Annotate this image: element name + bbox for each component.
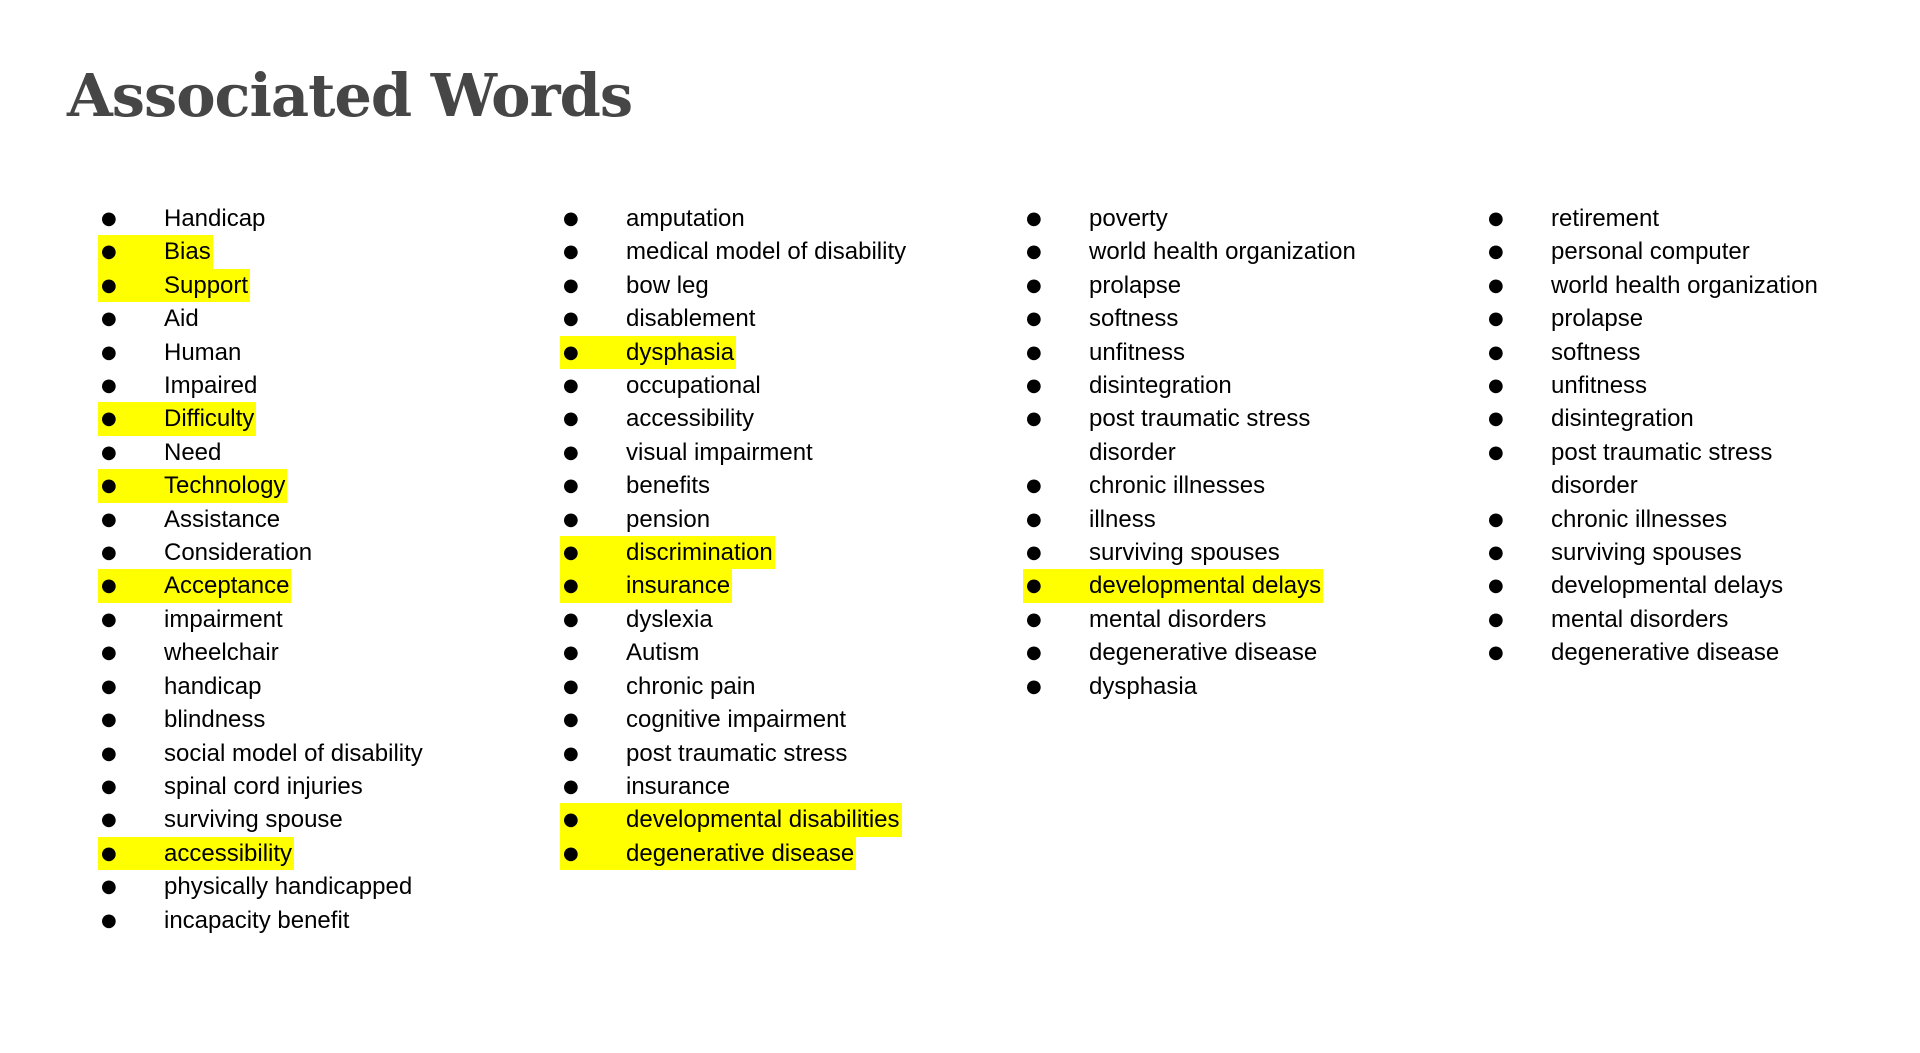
- list-item: [563, 436, 1013, 469]
- list-item-text: dysphasia: [1089, 672, 1198, 700]
- bullet-icon: ●: [101, 575, 117, 597]
- list-item: [101, 737, 551, 770]
- list-item: [1488, 503, 1920, 536]
- list-item-text: Handicap: [164, 205, 266, 232]
- bullet-icon: ●: [1488, 241, 1504, 263]
- list-item: [1488, 202, 1920, 235]
- list-item-text: pension: [626, 505, 711, 533]
- bullet-icon: ●: [1026, 542, 1042, 564]
- bullet-icon: ●: [563, 775, 579, 797]
- list-item: [563, 636, 1013, 669]
- list-item: [563, 235, 1013, 268]
- bullet-icon: ●: [563, 842, 579, 864]
- list-item-text: Aid: [164, 305, 199, 333]
- bullet-icon: ●: [101, 408, 117, 430]
- bullet-icon: ●: [563, 408, 579, 430]
- bullet-icon: ●: [1026, 208, 1042, 229]
- list-item: [1488, 369, 1920, 402]
- highlighted-list-item: [1023, 569, 1323, 602]
- bullet-icon: ●: [1488, 642, 1504, 664]
- list-item-text: Difficulty: [164, 405, 255, 433]
- list-item: [101, 503, 551, 536]
- bullet-icon: ●: [1488, 274, 1504, 296]
- list-item-text: illness: [1089, 505, 1156, 533]
- list-item-text: mental disorders: [1089, 605, 1267, 633]
- list-item-text: softness: [1551, 338, 1641, 366]
- bullet-icon: ●: [1026, 508, 1042, 530]
- list-item: [1488, 302, 1920, 335]
- list-item-text: benefits: [626, 472, 711, 500]
- list-item-text: amputation: [626, 205, 745, 232]
- list-item-text: Impaired: [164, 372, 258, 400]
- list-item-text: chronic illnesses: [1089, 472, 1266, 500]
- bullet-icon: ●: [101, 341, 117, 363]
- list-item: [1488, 336, 1920, 369]
- list-item: [563, 770, 1013, 803]
- bullet-icon: ●: [101, 308, 117, 330]
- list-item-text: visual impairment: [626, 438, 813, 466]
- list-item-text: discrimination: [626, 539, 773, 567]
- list-item: [101, 202, 551, 235]
- highlighted-list-item: [98, 837, 294, 870]
- list-item: [101, 369, 551, 402]
- bullet-icon: ●: [101, 709, 117, 731]
- list-item-text: spinal cord injuries: [164, 772, 363, 800]
- list-item-text: prolapse: [1551, 305, 1644, 333]
- bullet-icon: ●: [1488, 542, 1504, 564]
- highlighted-list-item: [560, 336, 736, 369]
- bullet-icon: ●: [563, 341, 579, 363]
- bullet-icon: ●: [563, 508, 579, 530]
- bullet-icon: ●: [1026, 608, 1042, 630]
- list-item: [563, 703, 1013, 736]
- list-item-text: unfitness: [1089, 338, 1186, 366]
- bullet-icon: ●: [101, 441, 117, 463]
- list-item: [1488, 603, 1920, 636]
- bullet-icon: ●: [101, 608, 117, 630]
- list-item-text: accessibility: [626, 405, 755, 433]
- bullet-icon: ●: [1026, 475, 1042, 497]
- bullet-icon: ●: [563, 441, 579, 463]
- list-item: [563, 670, 1013, 703]
- list-item-text: Technology: [164, 472, 286, 500]
- list-item: [1488, 569, 1920, 602]
- list-item: [1026, 269, 1476, 302]
- bullet-icon: ●: [563, 208, 579, 229]
- bullet-icon: ●: [1488, 308, 1504, 330]
- bullet-icon: ●: [101, 274, 117, 296]
- list-item-text: developmental delays: [1089, 572, 1322, 600]
- list-item-text: poverty: [1089, 205, 1168, 232]
- bullet-icon: ●: [101, 375, 117, 397]
- bullet-icon: ●: [101, 542, 117, 564]
- list-item-text: blindness: [164, 706, 266, 734]
- list-item-text: accessibility: [164, 839, 293, 867]
- bullet-icon: ●: [101, 241, 117, 263]
- list-item-text: Autism: [626, 639, 700, 667]
- list-item: [1026, 402, 1476, 469]
- list-item-text: surviving spouse: [164, 806, 343, 834]
- highlighted-list-item: [560, 569, 732, 602]
- bullet-icon: ●: [101, 809, 117, 831]
- list-item: [101, 904, 551, 937]
- highlighted-list-item: [98, 402, 256, 435]
- list-item-text: developmental disabilities: [626, 806, 900, 834]
- list-item: [563, 503, 1013, 536]
- bullet-icon: ●: [1026, 241, 1042, 263]
- bullet-icon: ●: [101, 909, 117, 931]
- bullet-icon: ●: [563, 675, 579, 697]
- bullet-icon: ●: [101, 842, 117, 864]
- bullet-icon: ●: [1026, 575, 1042, 597]
- bullet-icon: ●: [101, 675, 117, 697]
- bullet-icon: ●: [1488, 408, 1504, 430]
- list-item: [101, 603, 551, 636]
- list-item-text: handicap: [164, 672, 262, 700]
- bullet-icon: ●: [101, 508, 117, 530]
- list-item-text: Bias: [164, 238, 211, 266]
- list-item: [1026, 536, 1476, 569]
- bullet-icon: ●: [101, 475, 117, 497]
- list-item-text: prolapse: [1089, 271, 1182, 299]
- list-item: [1488, 536, 1920, 569]
- list-item-text: dysphasia: [626, 338, 735, 366]
- list-item-text: bow leg: [626, 271, 709, 299]
- word-list-column-2: [563, 202, 1013, 870]
- bullet-icon: ●: [1026, 642, 1042, 664]
- bullet-icon: ●: [101, 208, 117, 229]
- list-item: [1488, 636, 1920, 669]
- bullet-icon: ●: [101, 642, 117, 664]
- list-item-text: occupational: [626, 372, 761, 400]
- list-item-text: post traumatic stress: [626, 739, 848, 767]
- list-item-text: disablement: [626, 305, 756, 333]
- bullet-icon: ●: [101, 775, 117, 797]
- list-item: [1488, 436, 1920, 503]
- list-item-text: surviving spouses: [1089, 539, 1280, 567]
- bullet-icon: ●: [1488, 375, 1504, 397]
- list-item: [101, 302, 551, 335]
- list-item-text: world health organization: [1089, 238, 1356, 266]
- list-item: [101, 770, 551, 803]
- list-item-text: retirement: [1551, 205, 1660, 232]
- bullet-icon: ●: [101, 742, 117, 764]
- list-item-text: insurance: [626, 772, 731, 800]
- list-item-text: Need: [164, 438, 222, 466]
- bullet-icon: ●: [1026, 308, 1042, 330]
- list-item: [563, 402, 1013, 435]
- list-item-text: cognitive impairment: [626, 706, 847, 734]
- list-item-text: incapacity benefit: [164, 906, 350, 934]
- list-item-text: dyslexia: [626, 605, 713, 633]
- list-item-text: degenerative disease: [626, 839, 855, 867]
- list-item-text: unfitness: [1551, 372, 1648, 400]
- list-item: [101, 636, 551, 669]
- bullet-icon: ●: [1026, 375, 1042, 397]
- list-item-text: physically handicapped: [164, 873, 413, 901]
- highlighted-list-item: [98, 269, 250, 302]
- bullet-icon: ●: [563, 375, 579, 397]
- list-item: [101, 703, 551, 736]
- list-item: [1488, 402, 1920, 435]
- list-item: [1488, 269, 1920, 302]
- list-item: [101, 436, 551, 469]
- highlighted-list-item: [560, 837, 856, 870]
- list-item: [1026, 369, 1476, 402]
- list-item-text: softness: [1089, 305, 1179, 333]
- list-item-text: Human: [164, 338, 242, 366]
- list-item-text: surviving spouses: [1551, 539, 1742, 567]
- bullet-icon: ●: [1026, 274, 1042, 296]
- list-item-text: disintegration: [1089, 372, 1232, 400]
- list-item: [1026, 670, 1476, 703]
- list-item: [1026, 336, 1476, 369]
- list-item: [1026, 469, 1476, 502]
- highlighted-list-item: [98, 235, 213, 268]
- bullet-icon: ●: [563, 608, 579, 630]
- list-item-text: personal computer: [1551, 238, 1750, 266]
- list-item-text: degenerative disease: [1089, 639, 1318, 667]
- bullet-icon: ●: [1488, 508, 1504, 530]
- bullet-icon: ●: [563, 709, 579, 731]
- list-item-text: developmental delays: [1551, 572, 1784, 600]
- list-item-text: Acceptance: [164, 572, 290, 600]
- list-item: [563, 202, 1013, 235]
- bullet-icon: ●: [1488, 208, 1504, 229]
- list-item-text: social model of disability: [164, 739, 423, 767]
- list-item: [101, 803, 551, 836]
- bullet-icon: ●: [1026, 408, 1042, 430]
- list-item-text: insurance: [626, 572, 731, 600]
- slide-title: Associated Words: [67, 61, 633, 130]
- list-item: [1026, 603, 1476, 636]
- bullet-icon: ●: [1488, 441, 1504, 463]
- list-item: [563, 737, 1013, 770]
- list-item-text: post traumatic stress disorder: [1089, 405, 1311, 466]
- list-item: [1026, 503, 1476, 536]
- list-item: [563, 469, 1013, 502]
- bullet-icon: ●: [563, 809, 579, 831]
- bullet-icon: ●: [1026, 675, 1042, 697]
- word-list-column-4: [1488, 202, 1920, 670]
- list-item-text: mental disorders: [1551, 605, 1729, 633]
- highlighted-list-item: [98, 469, 287, 502]
- list-item-text: disintegration: [1551, 405, 1694, 433]
- list-item-text: wheelchair: [164, 639, 279, 667]
- list-item-text: Support: [164, 271, 249, 299]
- bullet-icon: ●: [563, 575, 579, 597]
- bullet-icon: ●: [563, 274, 579, 296]
- bullet-icon: ●: [563, 475, 579, 497]
- list-item-text: chronic pain: [626, 672, 756, 700]
- list-item: [563, 603, 1013, 636]
- list-item: [101, 870, 551, 903]
- list-item: [101, 336, 551, 369]
- bullet-icon: ●: [1488, 608, 1504, 630]
- bullet-icon: ●: [101, 876, 117, 898]
- list-item-text: post traumatic stress disorder: [1551, 438, 1773, 500]
- bullet-icon: ●: [563, 542, 579, 564]
- highlighted-list-item: [560, 803, 902, 836]
- highlighted-list-item: [98, 569, 291, 602]
- list-item: [563, 269, 1013, 302]
- list-item: [1026, 636, 1476, 669]
- bullet-icon: ●: [1026, 341, 1042, 363]
- list-item-text: chronic illnesses: [1551, 505, 1728, 533]
- list-item: [1488, 235, 1920, 268]
- list-item: [1026, 302, 1476, 335]
- list-item: [1026, 235, 1476, 268]
- bullet-icon: ●: [563, 642, 579, 664]
- list-item-text: medical model of disability: [626, 238, 907, 266]
- list-item: [101, 670, 551, 703]
- word-list-column-1: [101, 202, 551, 937]
- list-item-text: world health organization: [1551, 271, 1818, 299]
- bullet-icon: ●: [563, 308, 579, 330]
- highlighted-list-item: [560, 536, 775, 569]
- list-item: [563, 302, 1013, 335]
- list-item-text: Assistance: [164, 505, 281, 533]
- bullet-icon: ●: [1488, 341, 1504, 363]
- bullet-icon: ●: [1488, 575, 1504, 597]
- list-item-text: Consideration: [164, 539, 313, 567]
- bullet-icon: ●: [563, 742, 579, 764]
- list-item-text: degenerative disease: [1551, 639, 1780, 667]
- list-item-text: impairment: [164, 605, 283, 633]
- bullet-icon: ●: [563, 241, 579, 263]
- list-item: [1026, 202, 1476, 235]
- word-list-column-3: [1026, 202, 1476, 703]
- list-item: [563, 369, 1013, 402]
- list-item: [101, 536, 551, 569]
